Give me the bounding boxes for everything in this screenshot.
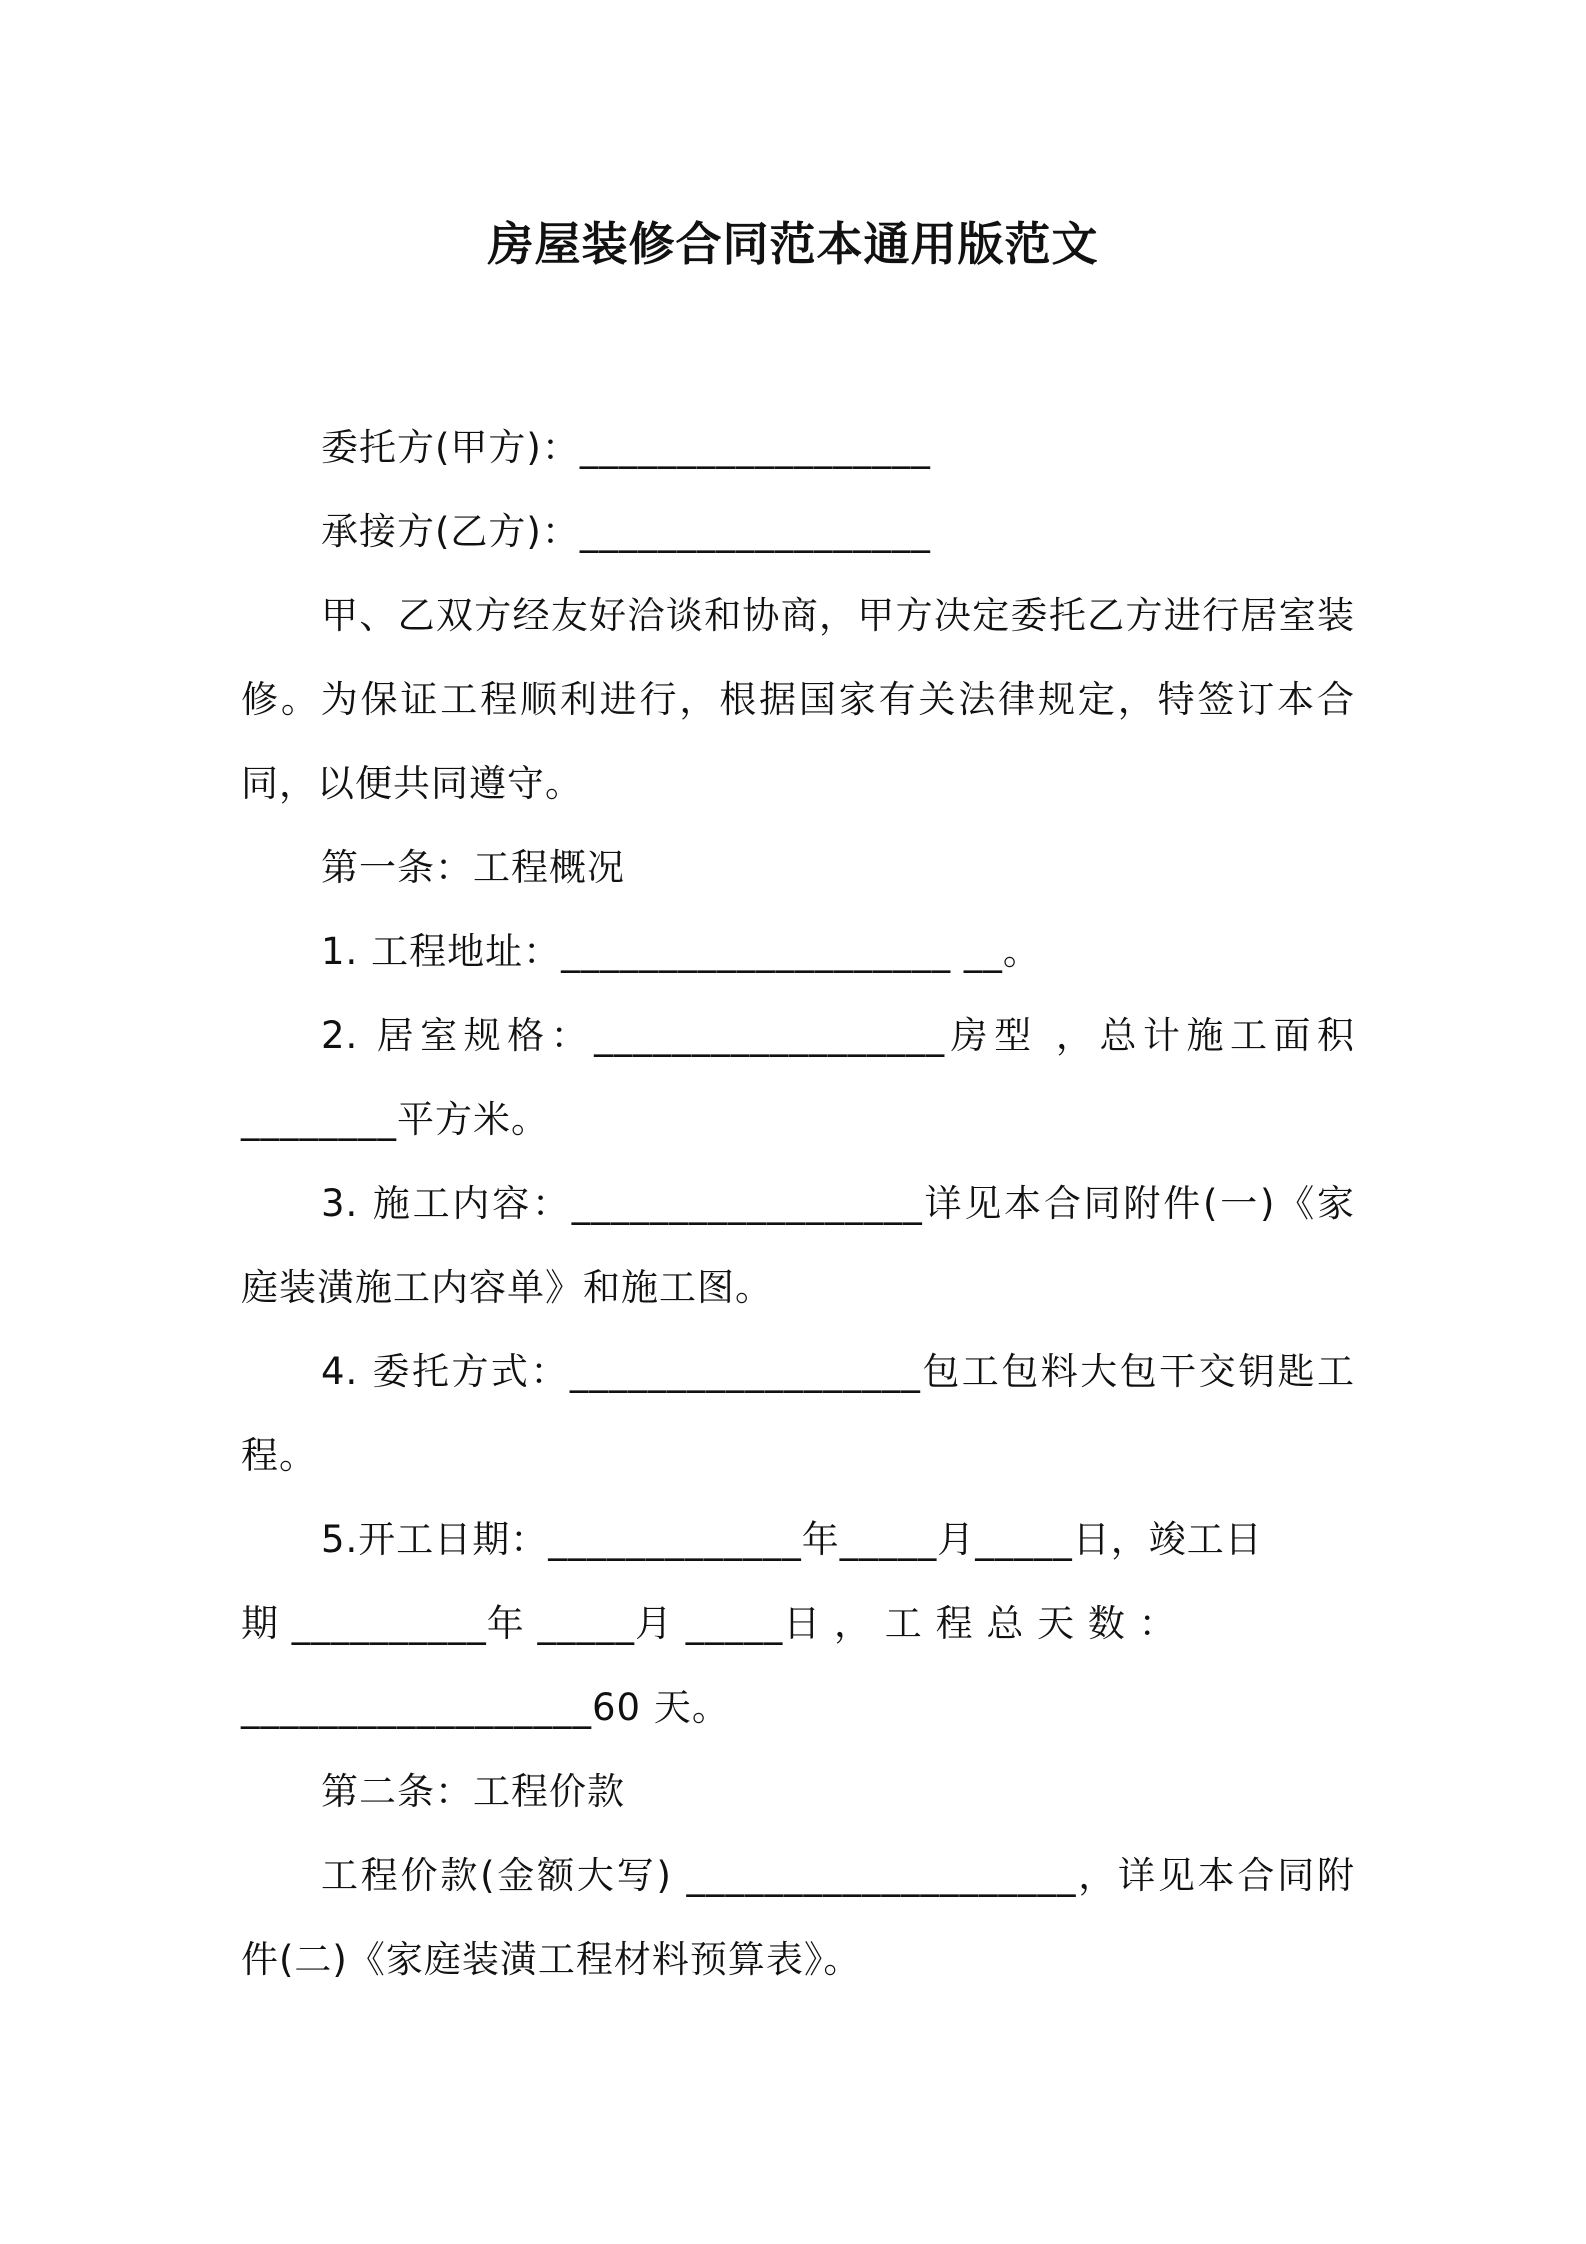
item-1-address: 1. 工程地址：____________________ __。: [321, 930, 1041, 973]
document-body: [241, 406, 1355, 2002]
item-4-method: 4. 委托方式：__________________包工包料大包干交钥匙工程。: [241, 1350, 1355, 1477]
intro-paragraph: 甲、乙双方经友好洽谈和协商，甲方决定委托乙方进行居室装修。为保证工程顺利进行，根据国家有关法律规定，特签订本合同，以便共同遵守。: [241, 594, 1355, 805]
item-5-dates-line-2: 期 __________年 _____月 _____日 ， 工 程 总 天 数 ：: [241, 1602, 1177, 1645]
party-b-line: 承接方(乙方)：__________________: [321, 510, 931, 553]
item-5-dates-line-3: __________________60 天。: [241, 1686, 730, 1729]
item-3-content: 3. 施工内容：__________________详见本合同附件(一)《家庭装潢施工内容单》和施工图。: [241, 1182, 1355, 1309]
article-1-heading: 第一条：工程概况: [321, 846, 625, 889]
item-2-specs: 2. 居室规格：__________________房型 ，总计施工面积________平方米。: [241, 1014, 1355, 1141]
item-5-dates-line-1: 5.开工日期：_____________年_____月_____日，竣工日: [321, 1518, 1263, 1561]
article-2-heading: 第二条：工程价款: [321, 1770, 625, 1813]
party-a-line: 委托方(甲方)：__________________: [321, 426, 931, 469]
document-title: 房屋装修合同范本通用版范文: [487, 217, 1099, 271]
price-paragraph: 工程价款(金额大写) ____________________，详见本合同附件(二)《家庭装潢工程材料预算表》。: [241, 1854, 1355, 1981]
